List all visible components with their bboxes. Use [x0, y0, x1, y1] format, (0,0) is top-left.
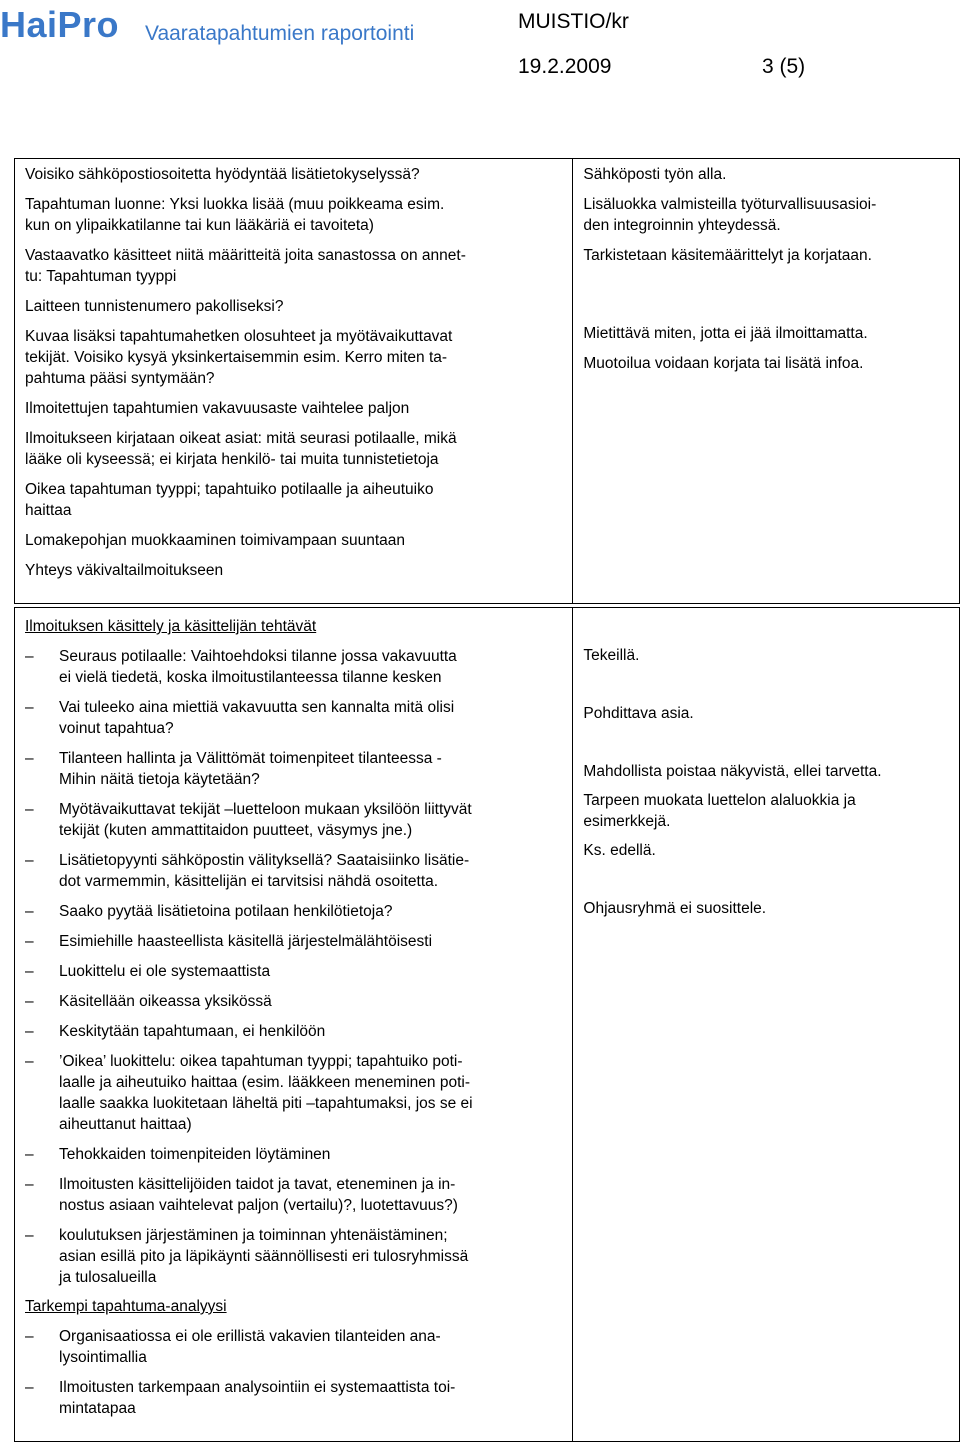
feedback-line: tu: Tapahtuman tyyppi — [25, 268, 177, 285]
list-item-line: Vai tuleeko aina miettiä vakavuutta sen kannalta mitä olisi — [59, 699, 455, 716]
section-heading: Ilmoituksen käsittely ja käsittelijän tehtävät — [25, 618, 317, 635]
haipro-logo: HaiPro — [0, 4, 120, 45]
header-subtitle: Vaaratapahtumien raportointi — [145, 22, 415, 45]
notes-table-2 — [14, 607, 960, 1442]
action-line: Lisäluokka valmisteilla työturvallisuusasioi- — [583, 196, 877, 213]
list-item — [25, 931, 564, 952]
feedback-line: lääke oli kyseessä; ei kirjata henkilö- tai muita tunnistetietoja — [25, 451, 439, 468]
list-item-text — [59, 850, 564, 892]
list-item-line: Esimiehille haasteellista käsitellä järjestelmälähtöisesti — [59, 933, 433, 950]
dash-bullet: – — [25, 1023, 34, 1040]
list-item-line: nostus asiaan vaihtelevat paljon (vertailu)?, luotettavuus?) — [59, 1197, 458, 1214]
list-item-text — [59, 799, 564, 841]
list-item-line: Organisaatiossa ei ole erillistä vakavien tilanteiden ana- — [59, 1328, 441, 1345]
feedback-line: Tapahtuman luonne: Yksi luokka lisää (muu poikkeama esim. — [25, 196, 445, 213]
list-item-line: Käsitellään oikeassa yksikössä — [59, 993, 272, 1010]
list-item-text — [59, 961, 564, 982]
status-line: Ohjausryhmä ei suosittele. — [583, 900, 767, 917]
action-line: Sähköposti työn alla. — [583, 166, 727, 183]
dash-bullet: – — [25, 903, 34, 920]
processing-column — [15, 608, 573, 1442]
list-item-line: Seuraus potilaalle: Vaihtoehdoksi tilanne jossa vakavuutta — [59, 648, 457, 665]
list-item-line: laalle ja aiheutuiko haittaa (esim. lääkkeen meneminen poti- — [59, 1074, 470, 1091]
list-item — [25, 1225, 564, 1288]
list-item-line: dot varmemmin, käsittelijän ei tarvitsisi nähdä osoitetta. — [59, 873, 439, 890]
feedback-line: haittaa — [25, 502, 72, 519]
status-line: Mahdollista poistaa näkyvistä, ellei tarvetta. — [583, 763, 882, 780]
dash-bullet: – — [25, 648, 34, 665]
actions-column — [573, 159, 960, 604]
list-item-text — [59, 1174, 564, 1216]
status-column — [573, 608, 960, 1442]
dash-bullet: – — [25, 801, 34, 818]
list-item-line: Myötävaikuttavat tekijät –luetteloon mukaan yksilöön liittyvät — [59, 801, 472, 818]
list-item-line: Luokittelu ei ole systemaattista — [59, 963, 271, 980]
list-item — [25, 901, 564, 922]
list-item-text — [59, 1021, 564, 1042]
dash-bullet: – — [25, 933, 34, 950]
list-item-line: Saako pyytää lisätietoina potilaan henkilötietoja? — [59, 903, 393, 920]
feedback-line: kun on ylipaikkatilanne tai kun lääkäriä ei tavoiteta) — [25, 217, 374, 234]
feedback-line: Laitteen tunnistenumero pakolliseksi? — [25, 298, 284, 315]
list-item-text — [59, 1326, 564, 1368]
dash-bullet: – — [25, 750, 34, 767]
feedback-line: Kuvaa lisäksi tapahtumahetken olosuhteet ja myötävaikuttavat — [25, 328, 453, 345]
status-line: esimerkkejä. — [583, 813, 671, 830]
action-line: Tarkistetaan käsitemäärittelyt ja korjataan. — [583, 247, 872, 264]
page-number: 3 (5) — [762, 55, 806, 78]
list-item-line: mintatapaa — [59, 1400, 136, 1417]
document-type: MUISTIO/kr — [518, 10, 629, 33]
processing-list — [25, 646, 564, 1288]
list-item-line: tekijät (kuten ammattitaidon puutteet, väsymys jne.) — [59, 822, 413, 839]
list-item-text — [59, 646, 564, 688]
page-header — [0, 0, 960, 100]
list-item — [25, 697, 564, 739]
action-line: Muotoilua voidaan korjata tai lisätä infoa. — [583, 355, 864, 372]
list-item — [25, 799, 564, 841]
list-item-text — [59, 1051, 564, 1135]
feedback-line: tekijät. Voisiko kysyä yksinkertaisemmin esim. Kerro miten ta- — [25, 349, 448, 366]
list-item-line: Lisätietopyynti sähköpostin välityksellä? Saataisiinko lisätie- — [59, 852, 470, 869]
dash-bullet: – — [25, 993, 34, 1010]
list-item-line: aiheuttanut haittaa) — [59, 1116, 192, 1133]
feedback-line: Lomakepohjan muokkaaminen toimivampaan suuntaan — [25, 532, 405, 549]
list-item-text — [59, 901, 564, 922]
status-line: Pohdittava asia. — [583, 705, 694, 722]
list-item-line: Mihin näitä tietoja käytetään? — [59, 771, 260, 788]
list-item-text — [59, 931, 564, 952]
list-item — [25, 1326, 564, 1368]
feedback-line: Yhteys väkivaltailmoitukseen — [25, 562, 224, 579]
feedback-line: Oikea tapahtuman tyyppi; tapahtuiko potilaalle ja aiheutuiko — [25, 481, 434, 498]
list-item-text — [59, 1144, 564, 1165]
list-item-line: Keskitytään tapahtumaan, ei henkilöön — [59, 1023, 326, 1040]
list-item — [25, 748, 564, 790]
notes-table-1 — [14, 158, 960, 604]
feedback-line: Voisiko sähköpostiosoitetta hyödyntää lisätietokyselyssä? — [25, 166, 420, 183]
list-item-text — [59, 991, 564, 1012]
list-item — [25, 646, 564, 688]
list-item — [25, 1174, 564, 1216]
section-heading: Tarkempi tapahtuma-analyysi — [25, 1298, 227, 1315]
document-date: 19.2.2009 — [518, 55, 612, 78]
status-line: Ks. edellä. — [583, 842, 656, 859]
list-item — [25, 1021, 564, 1042]
feedback-line: pahtuma pääsi syntymään? — [25, 370, 215, 387]
list-item-line: laalle saakka luokitetaan läheltä piti –tapahtumaksi, jos se ei — [59, 1095, 473, 1112]
dash-bullet: – — [25, 852, 34, 869]
list-item-line: ’Oikea’ luokittelu: oikea tapahtuman tyyppi; tapahtuiko poti- — [59, 1053, 463, 1070]
list-item — [25, 1144, 564, 1165]
dash-bullet: – — [25, 1176, 34, 1193]
list-item-text — [59, 748, 564, 790]
list-item — [25, 1377, 564, 1419]
list-item — [25, 991, 564, 1012]
list-item-text — [59, 1377, 564, 1419]
list-item-text — [59, 697, 564, 739]
list-item-text — [59, 1225, 564, 1288]
feedback-line: Ilmoitettujen tapahtumien vakavuusaste vaihtelee paljon — [25, 400, 410, 417]
status-line: Tekeillä. — [583, 647, 640, 664]
list-item — [25, 961, 564, 982]
analysis-list — [25, 1326, 564, 1419]
dash-bullet: – — [25, 1053, 34, 1070]
dash-bullet: – — [25, 963, 34, 980]
list-item-line: lysointimallia — [59, 1349, 147, 1366]
list-item-line: asian esillä pito ja läpikäynti säännöllisesti eri tulosryhmissä — [59, 1248, 469, 1265]
feedback-column — [15, 159, 573, 604]
list-item-line: koulutuksen järjestäminen ja toiminnan yhtenäistäminen; — [59, 1227, 448, 1244]
list-item-line: Ilmoitusten käsittelijöiden taidot ja tavat, eteneminen ja in- — [59, 1176, 456, 1193]
action-line: den integroinnin yhteydessä. — [583, 217, 781, 234]
dash-bullet: – — [25, 699, 34, 716]
dash-bullet: – — [25, 1227, 34, 1244]
list-item — [25, 850, 564, 892]
status-line: Tarpeen muokata luettelon alaluokkia ja — [583, 792, 856, 809]
list-item-line: Tilanteen hallinta ja Välittömät toimenpiteet tilanteessa - — [59, 750, 442, 767]
dash-bullet: – — [25, 1328, 34, 1345]
list-item-line: Ilmoitusten tarkempaan analysointiin ei systemaattista toi- — [59, 1379, 456, 1396]
dash-bullet: – — [25, 1146, 34, 1163]
action-line: Mietittävä miten, jotta ei jää ilmoittamatta. — [583, 325, 868, 342]
list-item-line: voinut tapahtua? — [59, 720, 174, 737]
feedback-line: Ilmoitukseen kirjataan oikeat asiat: mitä seurasi potilaalle, mikä — [25, 430, 457, 447]
list-item-line: Tehokkaiden toimenpiteiden löytäminen — [59, 1146, 331, 1163]
list-item-line: ei vielä tiedetä, koska ilmoitustilanteessa tilanne kesken — [59, 669, 442, 686]
feedback-line: Vastaavatko käsitteet niitä määritteitä joita sanastossa on annet- — [25, 247, 466, 264]
list-item — [25, 1051, 564, 1135]
list-item-line: ja tulosalueilla — [59, 1269, 157, 1286]
dash-bullet: – — [25, 1379, 34, 1396]
